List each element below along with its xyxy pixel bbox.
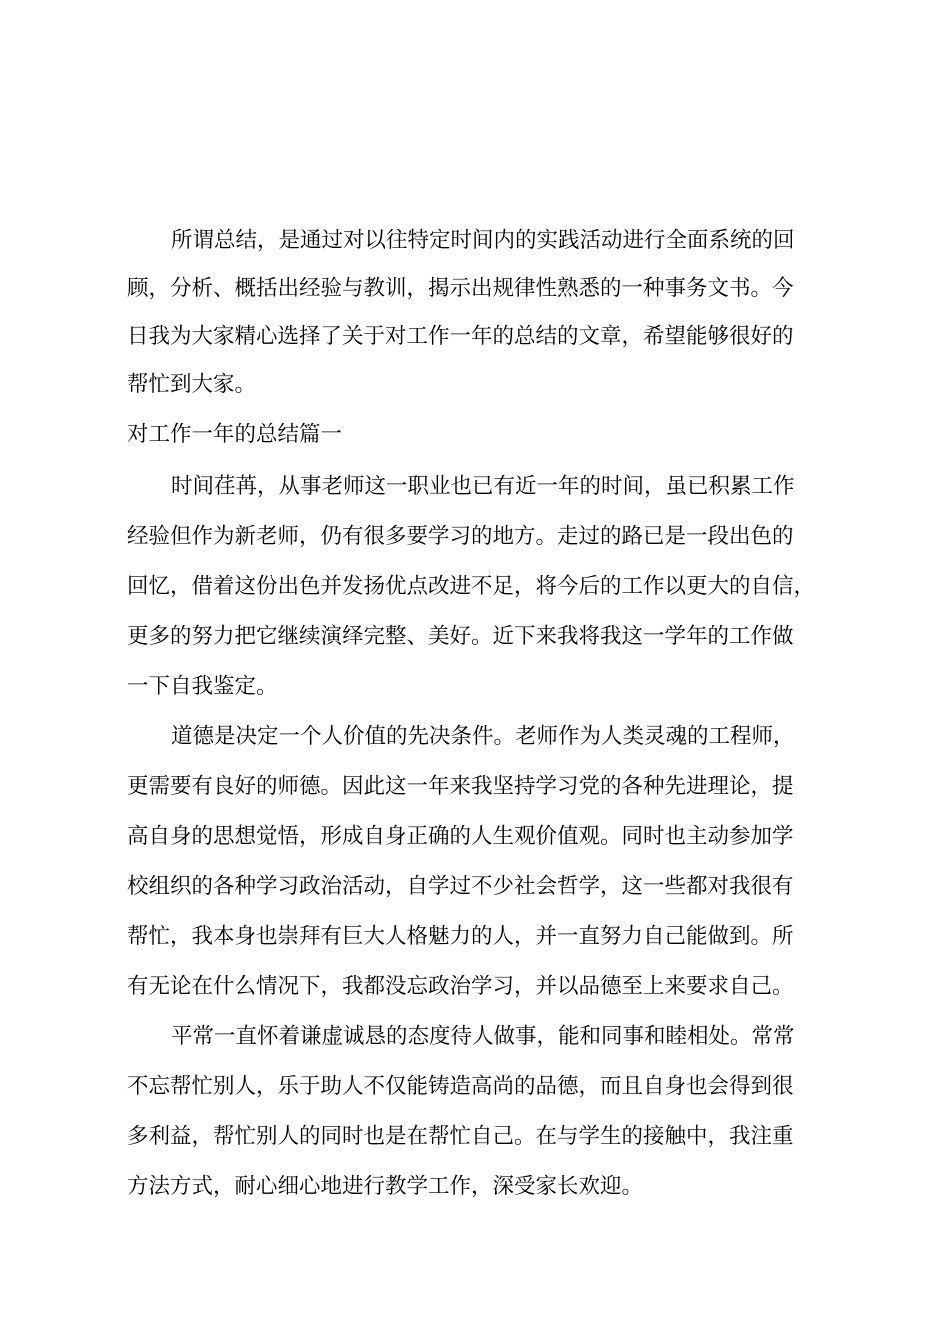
paragraph-2-line-6: 有无论在什么情况下，我都没忘政治学习，并以品德至上来要求自己。 (127, 974, 794, 999)
intro-line-4: 帮忙到大家。 (127, 372, 257, 397)
paragraph-3-line-3: 多利益，帮忙别人的同时也是在帮忙自己。在与学生的接触中，我注重 (127, 1124, 794, 1149)
section-heading: 对工作一年的总结篇一 (127, 422, 343, 447)
paragraph-3-line-2: 不忘帮忙别人，乐于助人不仅能铸造高尚的品德，而且自身也会得到很 (127, 1074, 794, 1099)
paragraph-1-line-5: 一下自我鉴定。 (127, 674, 278, 699)
paragraph-2-line-1: 道德是决定一个人价值的先决条件。老师作为人类灵魂的工程师， (171, 724, 795, 749)
intro-line-3: 日我为大家精心选择了关于对工作一年的总结的文章，希望能够很好的 (127, 324, 794, 349)
intro-line-1: 所谓总结，是通过对以往特定时间内的实践活动进行全面系统的回 (171, 228, 795, 253)
paragraph-1-line-3: 回忆，借着这份出色并发扬优点改进不足，将今后的工作以更大的自信， (127, 574, 816, 599)
paragraph-2-line-2: 更需要有良好的师德。因此这一年来我坚持学习党的各种先进理论，提 (127, 774, 794, 799)
intro-line-2: 顾，分析、概括出经验与教训，揭示出规律性熟悉的一种事务文书。今 (127, 276, 794, 301)
paragraph-2-line-3: 高自身的思想觉悟，形成自身正确的人生观价值观。同时也主动参加学 (127, 824, 794, 849)
paragraph-1-line-2: 经验但作为新老师，仍有很多要学习的地方。走过的路已是一段出色的 (127, 524, 794, 549)
paragraph-2-line-5: 帮忙，我本身也崇拜有巨大人格魅力的人，并一直努力自己能做到。所 (127, 924, 794, 949)
paragraph-1-line-1: 时间荏苒，从事老师这一职业也已有近一年的时间，虽已积累工作 (171, 474, 795, 499)
paragraph-3-line-1: 平常一直怀着谦虚诚恳的态度待人做事，能和同事和睦相处。常常 (171, 1024, 795, 1049)
paragraph-1-line-4: 更多的努力把它继续演绎完整、美好。近下来我将我这一学年的工作做 (127, 624, 794, 649)
paragraph-2-line-4: 校组织的各种学习政治活动，自学过不少社会哲学，这一些都对我很有 (127, 874, 794, 899)
paragraph-3-line-4: 方法方式，耐心细心地进行教学工作，深受家长欢迎。 (127, 1174, 644, 1199)
